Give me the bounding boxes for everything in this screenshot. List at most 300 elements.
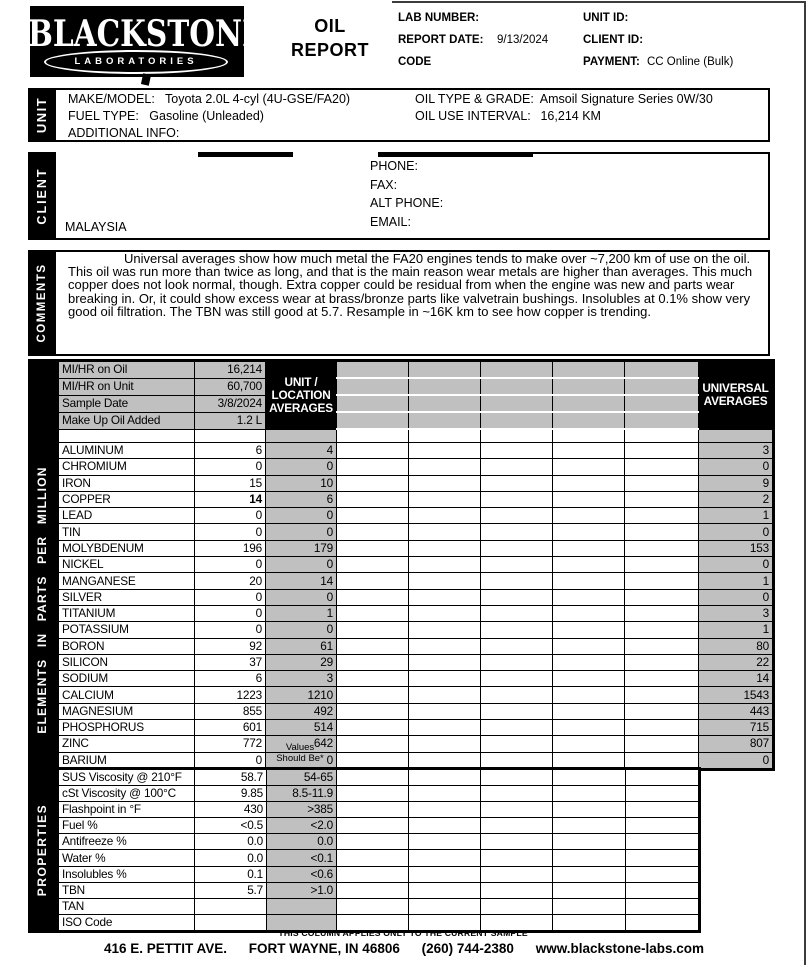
empty-cell: [337, 378, 409, 395]
code-label: CODE: [398, 56, 432, 68]
empty-cell: [625, 508, 699, 524]
empty-cell: [553, 866, 626, 882]
empty-cell: [409, 834, 481, 850]
make-model-row: [68, 92, 350, 106]
report-title-line1: OIL: [314, 16, 346, 36]
empty-cell: [553, 638, 625, 654]
element-name: MOLYBDENUM: [58, 540, 195, 556]
oil-interval-value: 16,214 KM: [540, 109, 601, 123]
empty-cell: [409, 475, 481, 491]
empty-cell: [553, 720, 625, 736]
element-current-value: 196: [195, 540, 266, 556]
element-unit-location-avg: 14: [266, 573, 337, 589]
properties-table: [56, 767, 701, 933]
elements-sidebar-label: ELEMENTS IN PARTS PER MILLION: [35, 466, 49, 734]
info-value: 60,700: [195, 378, 266, 395]
make-model-value: Toyota 2.0L 4-cyl (4U-GSE/FA20): [165, 92, 351, 106]
empty-cell: [337, 703, 409, 719]
empty-cell: [337, 412, 409, 429]
empty-cell: [337, 866, 409, 882]
element-current-value: 6: [195, 671, 266, 687]
property-value: 0.0: [195, 850, 267, 866]
empty-cell: [409, 671, 481, 687]
unit-sidebar-label: UNIT: [34, 96, 49, 134]
element-row: [58, 736, 774, 752]
element-universal-avg: 14: [699, 671, 774, 687]
empty-cell: [553, 557, 625, 573]
empty-cell: [625, 720, 699, 736]
element-name: BORON: [58, 638, 195, 654]
element-row: [58, 671, 774, 687]
element-unit-location-avg: 514: [266, 720, 337, 736]
empty-cell: [626, 850, 700, 866]
element-name: TIN: [58, 524, 195, 540]
empty-cell: [337, 671, 409, 687]
element-unit-location-avg: 0: [266, 508, 337, 524]
empty-cell: [553, 622, 625, 638]
empty-cell: [481, 654, 553, 670]
info-value: 16,214: [195, 361, 266, 379]
property-value: 0.0: [195, 834, 267, 850]
element-current-value: 37: [195, 654, 266, 670]
property-name: Flashpoint in °F: [58, 802, 195, 818]
logo-brand-text: BLACKSTONE: [27, 12, 265, 55]
empty-cell: [337, 540, 409, 556]
empty-cell: [625, 412, 699, 429]
element-row: [58, 443, 774, 459]
empty-cell: [625, 361, 699, 379]
empty-cell: [481, 573, 553, 589]
oil-interval-row: [415, 109, 601, 123]
empty-cell: [409, 589, 481, 605]
property-row: [58, 898, 700, 914]
elements-sidebar: [28, 359, 56, 771]
element-universal-avg: 1: [699, 508, 774, 524]
element-name: SODIUM: [58, 671, 195, 687]
empty-cell: [337, 475, 409, 491]
empty-cell: [337, 557, 409, 573]
element-row: [58, 605, 774, 621]
info-value: 3/8/2024: [195, 395, 266, 412]
empty-cell: [553, 882, 626, 898]
element-row: [58, 589, 774, 605]
logo-tail-mark: [141, 73, 151, 85]
report-title-line2: REPORT: [290, 40, 369, 60]
element-unit-location-avg: 1: [266, 605, 337, 621]
empty-cell: [409, 866, 481, 882]
empty-cell: [409, 378, 481, 395]
empty-cell: [337, 589, 409, 605]
element-universal-avg: 0: [699, 557, 774, 573]
footnote: * THIS COLUMN APPLIES ONLY TO THE CURRENT SAMPLE: [272, 928, 528, 938]
element-row: [58, 508, 774, 524]
empty-cell: [337, 882, 409, 898]
properties-sidebar-label: PROPERTIES: [35, 803, 49, 897]
comments-sidebar: [28, 250, 56, 356]
empty-cell: [553, 589, 625, 605]
empty-cell: [481, 557, 553, 573]
property-should-be: <0.6: [267, 866, 337, 882]
info-label: Make Up Oil Added: [58, 412, 195, 429]
element-current-value: 15: [195, 475, 266, 491]
empty-cell: [481, 834, 553, 850]
property-name: cSt Viscosity @ 100°C: [58, 786, 195, 802]
empty-cell: [553, 769, 626, 786]
element-unit-location-avg: 3: [266, 671, 337, 687]
empty-cell: [481, 736, 553, 752]
element-row: [58, 654, 774, 670]
element-unit-location-avg: 29: [266, 654, 337, 670]
element-name: POTASSIUM: [58, 622, 195, 638]
elements-info-row: [58, 412, 774, 429]
empty-cell: [409, 687, 481, 703]
element-current-value: 0: [195, 605, 266, 621]
client-contact-block: [370, 157, 443, 231]
element-unit-location-avg: 642: [266, 736, 337, 752]
element-universal-avg: 1: [699, 573, 774, 589]
empty-cell: [337, 573, 409, 589]
property-name: Insolubles %: [58, 866, 195, 882]
element-current-value: 6: [195, 443, 266, 459]
element-universal-avg: 80: [699, 638, 774, 654]
element-name: MANGANESE: [58, 573, 195, 589]
blank-label-cell: [58, 429, 195, 443]
phone-number: (260) 744-2380: [421, 941, 514, 956]
oil-interval-label: OIL USE INTERVAL:: [415, 109, 531, 123]
property-row: [58, 818, 700, 834]
empty-cell: [409, 703, 481, 719]
empty-cell: [337, 818, 409, 834]
elements-info-row: [58, 378, 774, 395]
element-universal-avg: 3: [699, 443, 774, 459]
blank-universal-avg-cell: [699, 429, 774, 443]
empty-cell: [625, 736, 699, 752]
element-universal-avg: 807: [699, 736, 774, 752]
empty-cell: [337, 395, 409, 412]
empty-cell: [337, 524, 409, 540]
element-name: IRON: [58, 475, 195, 491]
empty-cell: [337, 786, 409, 802]
fuel-type-value: Gasoline (Unleaded): [149, 109, 264, 123]
empty-cell: [481, 786, 553, 802]
scan-edge-line-top: [392, 1, 806, 3]
element-current-value: 0: [195, 459, 266, 475]
property-should-be: 0.0: [267, 834, 337, 850]
empty-cell: [481, 898, 553, 914]
element-row: [58, 524, 774, 540]
element-current-value: 0: [195, 524, 266, 540]
empty-cell: [625, 654, 699, 670]
empty-cell: [481, 508, 553, 524]
empty-cell: [409, 720, 481, 736]
empty-cell: [625, 459, 699, 475]
empty-cell: [553, 671, 625, 687]
element-universal-avg: 715: [699, 720, 774, 736]
empty-cell: [553, 834, 626, 850]
element-current-value: 601: [195, 720, 266, 736]
empty-cell: [553, 687, 625, 703]
empty-cell: [409, 443, 481, 459]
empty-cell: [409, 622, 481, 638]
empty-cell: [409, 605, 481, 621]
empty-cell: [409, 573, 481, 589]
element-current-value: 0: [195, 508, 266, 524]
element-current-value: 0: [195, 589, 266, 605]
element-current-value: 14: [195, 491, 266, 507]
empty-cell: [625, 395, 699, 412]
element-universal-avg: 443: [699, 703, 774, 719]
payment-value: CC Online (Bulk): [647, 56, 734, 68]
empty-cell: [625, 638, 699, 654]
property-row: [58, 769, 700, 786]
element-universal-avg: 9: [699, 475, 774, 491]
empty-cell: [481, 395, 553, 412]
fuel-type-label: FUEL TYPE:: [68, 109, 139, 123]
empty-cell: [481, 622, 553, 638]
empty-cell: [481, 475, 553, 491]
element-current-value: 1223: [195, 687, 266, 703]
empty-cell: [625, 443, 699, 459]
element-universal-avg: 0: [699, 752, 774, 769]
empty-cell: [553, 412, 625, 429]
phone-label: PHONE:: [370, 159, 418, 173]
property-name: TBN: [58, 882, 195, 898]
oil-type-label: OIL TYPE & GRADE:: [415, 92, 534, 106]
empty-cell: [625, 703, 699, 719]
property-name: ISO Code: [58, 914, 195, 931]
empty-cell: [409, 882, 481, 898]
property-row: [58, 882, 700, 898]
element-unit-location-avg: 0: [266, 752, 337, 769]
lab-number-label: LAB NUMBER:: [398, 12, 480, 24]
empty-cell: [625, 589, 699, 605]
empty-cell: [481, 605, 553, 621]
element-current-value: 0: [195, 557, 266, 573]
element-current-value: 0: [195, 752, 266, 769]
alt-phone-label: ALT PHONE:: [370, 196, 444, 211]
empty-cell: [553, 703, 625, 719]
element-row: [58, 687, 774, 703]
empty-cell: [409, 638, 481, 654]
element-universal-avg: 0: [699, 589, 774, 605]
empty-cell: [337, 654, 409, 670]
empty-cell: [337, 361, 409, 379]
city-state-zip: FORT WAYNE, IN 46806: [248, 941, 400, 956]
element-row: [58, 622, 774, 638]
element-unit-location-avg: 10: [266, 475, 337, 491]
empty-cell: [481, 459, 553, 475]
empty-cell: [481, 589, 553, 605]
empty-cell: [481, 443, 553, 459]
element-unit-location-avg: 4: [266, 443, 337, 459]
oil-type-row: [415, 92, 713, 106]
comments-section: [28, 250, 770, 356]
element-unit-location-avg: 1210: [266, 687, 337, 703]
additional-info-row: [68, 126, 183, 140]
client-section: [28, 152, 770, 240]
element-name: LEAD: [58, 508, 195, 524]
empty-cell: [553, 573, 625, 589]
empty-cell: [337, 443, 409, 459]
empty-cell: [337, 850, 409, 866]
fax-label: FAX:: [370, 177, 398, 192]
element-unit-location-avg: 0: [266, 524, 337, 540]
element-universal-avg: 0: [699, 524, 774, 540]
empty-cell: [337, 802, 409, 818]
empty-cell: [625, 378, 699, 395]
empty-cell: [626, 818, 700, 834]
element-unit-location-avg: 0: [266, 557, 337, 573]
email-label: EMAIL:: [370, 214, 411, 229]
element-row: [58, 573, 774, 589]
empty-cell: [481, 866, 553, 882]
empty-cell: [553, 850, 626, 866]
empty-cell: [409, 769, 481, 786]
empty-cell: [409, 524, 481, 540]
element-name: SILICON: [58, 654, 195, 670]
empty-cell: [481, 361, 553, 379]
blackstone-logo: [27, 6, 265, 77]
empty-cell: [553, 818, 626, 834]
blank-unit-avg-cell: [266, 429, 337, 443]
empty-cell: [481, 882, 553, 898]
empty-cell: [337, 622, 409, 638]
client-location: MALAYSIA: [65, 220, 127, 234]
empty-cell: [409, 802, 481, 818]
empty-cell: [625, 605, 699, 621]
empty-cell: [337, 508, 409, 524]
property-name: SUS Viscosity @ 210°F: [58, 769, 195, 786]
empty-cell: [409, 898, 481, 914]
empty-cell: [481, 412, 553, 429]
element-row: [58, 475, 774, 491]
empty-cell: [553, 459, 625, 475]
element-name: MAGNESIUM: [58, 703, 195, 719]
element-universal-avg: 3: [699, 605, 774, 621]
empty-cell: [625, 540, 699, 556]
property-value: 0.1: [195, 866, 267, 882]
empty-cell: [553, 395, 625, 412]
empty-cell: [626, 866, 700, 882]
logo-laboratories-oval: LABORATORIES: [44, 50, 228, 74]
street-address: 416 E. PETTIT AVE.: [103, 941, 228, 956]
empty-cell: [481, 524, 553, 540]
empty-cell: [553, 508, 625, 524]
element-unit-location-avg: 0: [266, 622, 337, 638]
property-value: 5.7: [195, 882, 267, 898]
unit-location-averages-header: UNIT / LOCATION AVERAGES: [266, 361, 337, 430]
elements-info-row: [58, 361, 774, 379]
values-should-be-line1: Values: [285, 742, 315, 753]
property-name: Fuel %: [58, 818, 195, 834]
empty-cell: [553, 786, 626, 802]
element-name: CALCIUM: [58, 687, 195, 703]
empty-cell: [481, 769, 553, 786]
empty-cell: [337, 687, 409, 703]
values-should-be-header: [263, 743, 337, 764]
element-name: SILVER: [58, 589, 195, 605]
property-value: 58.7: [195, 769, 267, 786]
report-date-value: 9/13/2024: [497, 34, 549, 46]
element-row: [58, 459, 774, 475]
element-row: [58, 720, 774, 736]
empty-cell: [337, 459, 409, 475]
element-row: [58, 540, 774, 556]
element-name: PHOSPHORUS: [58, 720, 195, 736]
element-name: ALUMINUM: [58, 443, 195, 459]
element-name: TITANIUM: [58, 605, 195, 621]
info-label: MI/HR on Oil: [58, 361, 195, 379]
empty-cell: [337, 491, 409, 507]
elements-info-row: [58, 395, 774, 412]
empty-cell: [481, 850, 553, 866]
empty-cell: [409, 557, 481, 573]
blank-value-cell: [195, 429, 266, 443]
empty-cell: [481, 638, 553, 654]
property-name: Antifreeze %: [58, 834, 195, 850]
client-sidebar: [28, 152, 56, 240]
element-row: [58, 638, 774, 654]
empty-cell: [553, 429, 625, 443]
empty-cell: [337, 898, 409, 914]
empty-cell: [626, 898, 700, 914]
element-unit-location-avg: 179: [266, 540, 337, 556]
oil-type-value: Amsoil Signature Series 0W/30: [539, 92, 713, 106]
property-value: 9.85: [195, 786, 267, 802]
unit-id-label: UNIT ID:: [583, 12, 629, 24]
element-current-value: 20: [195, 573, 266, 589]
empty-cell: [481, 671, 553, 687]
empty-cell: [625, 573, 699, 589]
empty-cell: [337, 736, 409, 752]
address-line: [0, 941, 808, 956]
element-unit-location-avg: 0: [266, 589, 337, 605]
empty-cell: [626, 834, 700, 850]
empty-cell: [409, 850, 481, 866]
element-unit-location-avg: 0: [266, 459, 337, 475]
property-should-be: >385: [267, 802, 337, 818]
empty-cell: [409, 818, 481, 834]
element-name: COPPER: [58, 491, 195, 507]
empty-cell: [481, 720, 553, 736]
redaction-bar-1: [198, 152, 293, 157]
comments-sidebar-label: COMMENTS: [36, 263, 48, 343]
element-name: BARIUM: [58, 752, 195, 769]
property-should-be: 8.5-11.9: [267, 786, 337, 802]
empty-cell: [337, 720, 409, 736]
element-name: NICKEL: [58, 557, 195, 573]
website-url: www.blackstone-labs.com: [535, 941, 705, 956]
element-universal-avg: 1: [699, 622, 774, 638]
element-unit-location-avg: 6: [266, 491, 337, 507]
empty-cell: [409, 395, 481, 412]
empty-cell: [625, 557, 699, 573]
property-should-be: 54-65: [267, 769, 337, 786]
empty-cell: [625, 491, 699, 507]
info-label: Sample Date: [58, 395, 195, 412]
property-name: Water %: [58, 850, 195, 866]
client-sidebar-label: CLIENT: [35, 167, 49, 225]
empty-cell: [553, 361, 625, 379]
properties-sidebar: [28, 767, 56, 933]
client-id-label: CLIENT ID:: [583, 34, 644, 46]
empty-cell: [409, 459, 481, 475]
empty-cell: [481, 802, 553, 818]
empty-cell: [481, 429, 553, 443]
unit-sidebar: [28, 88, 56, 142]
empty-cell: [409, 540, 481, 556]
empty-cell: [626, 802, 700, 818]
